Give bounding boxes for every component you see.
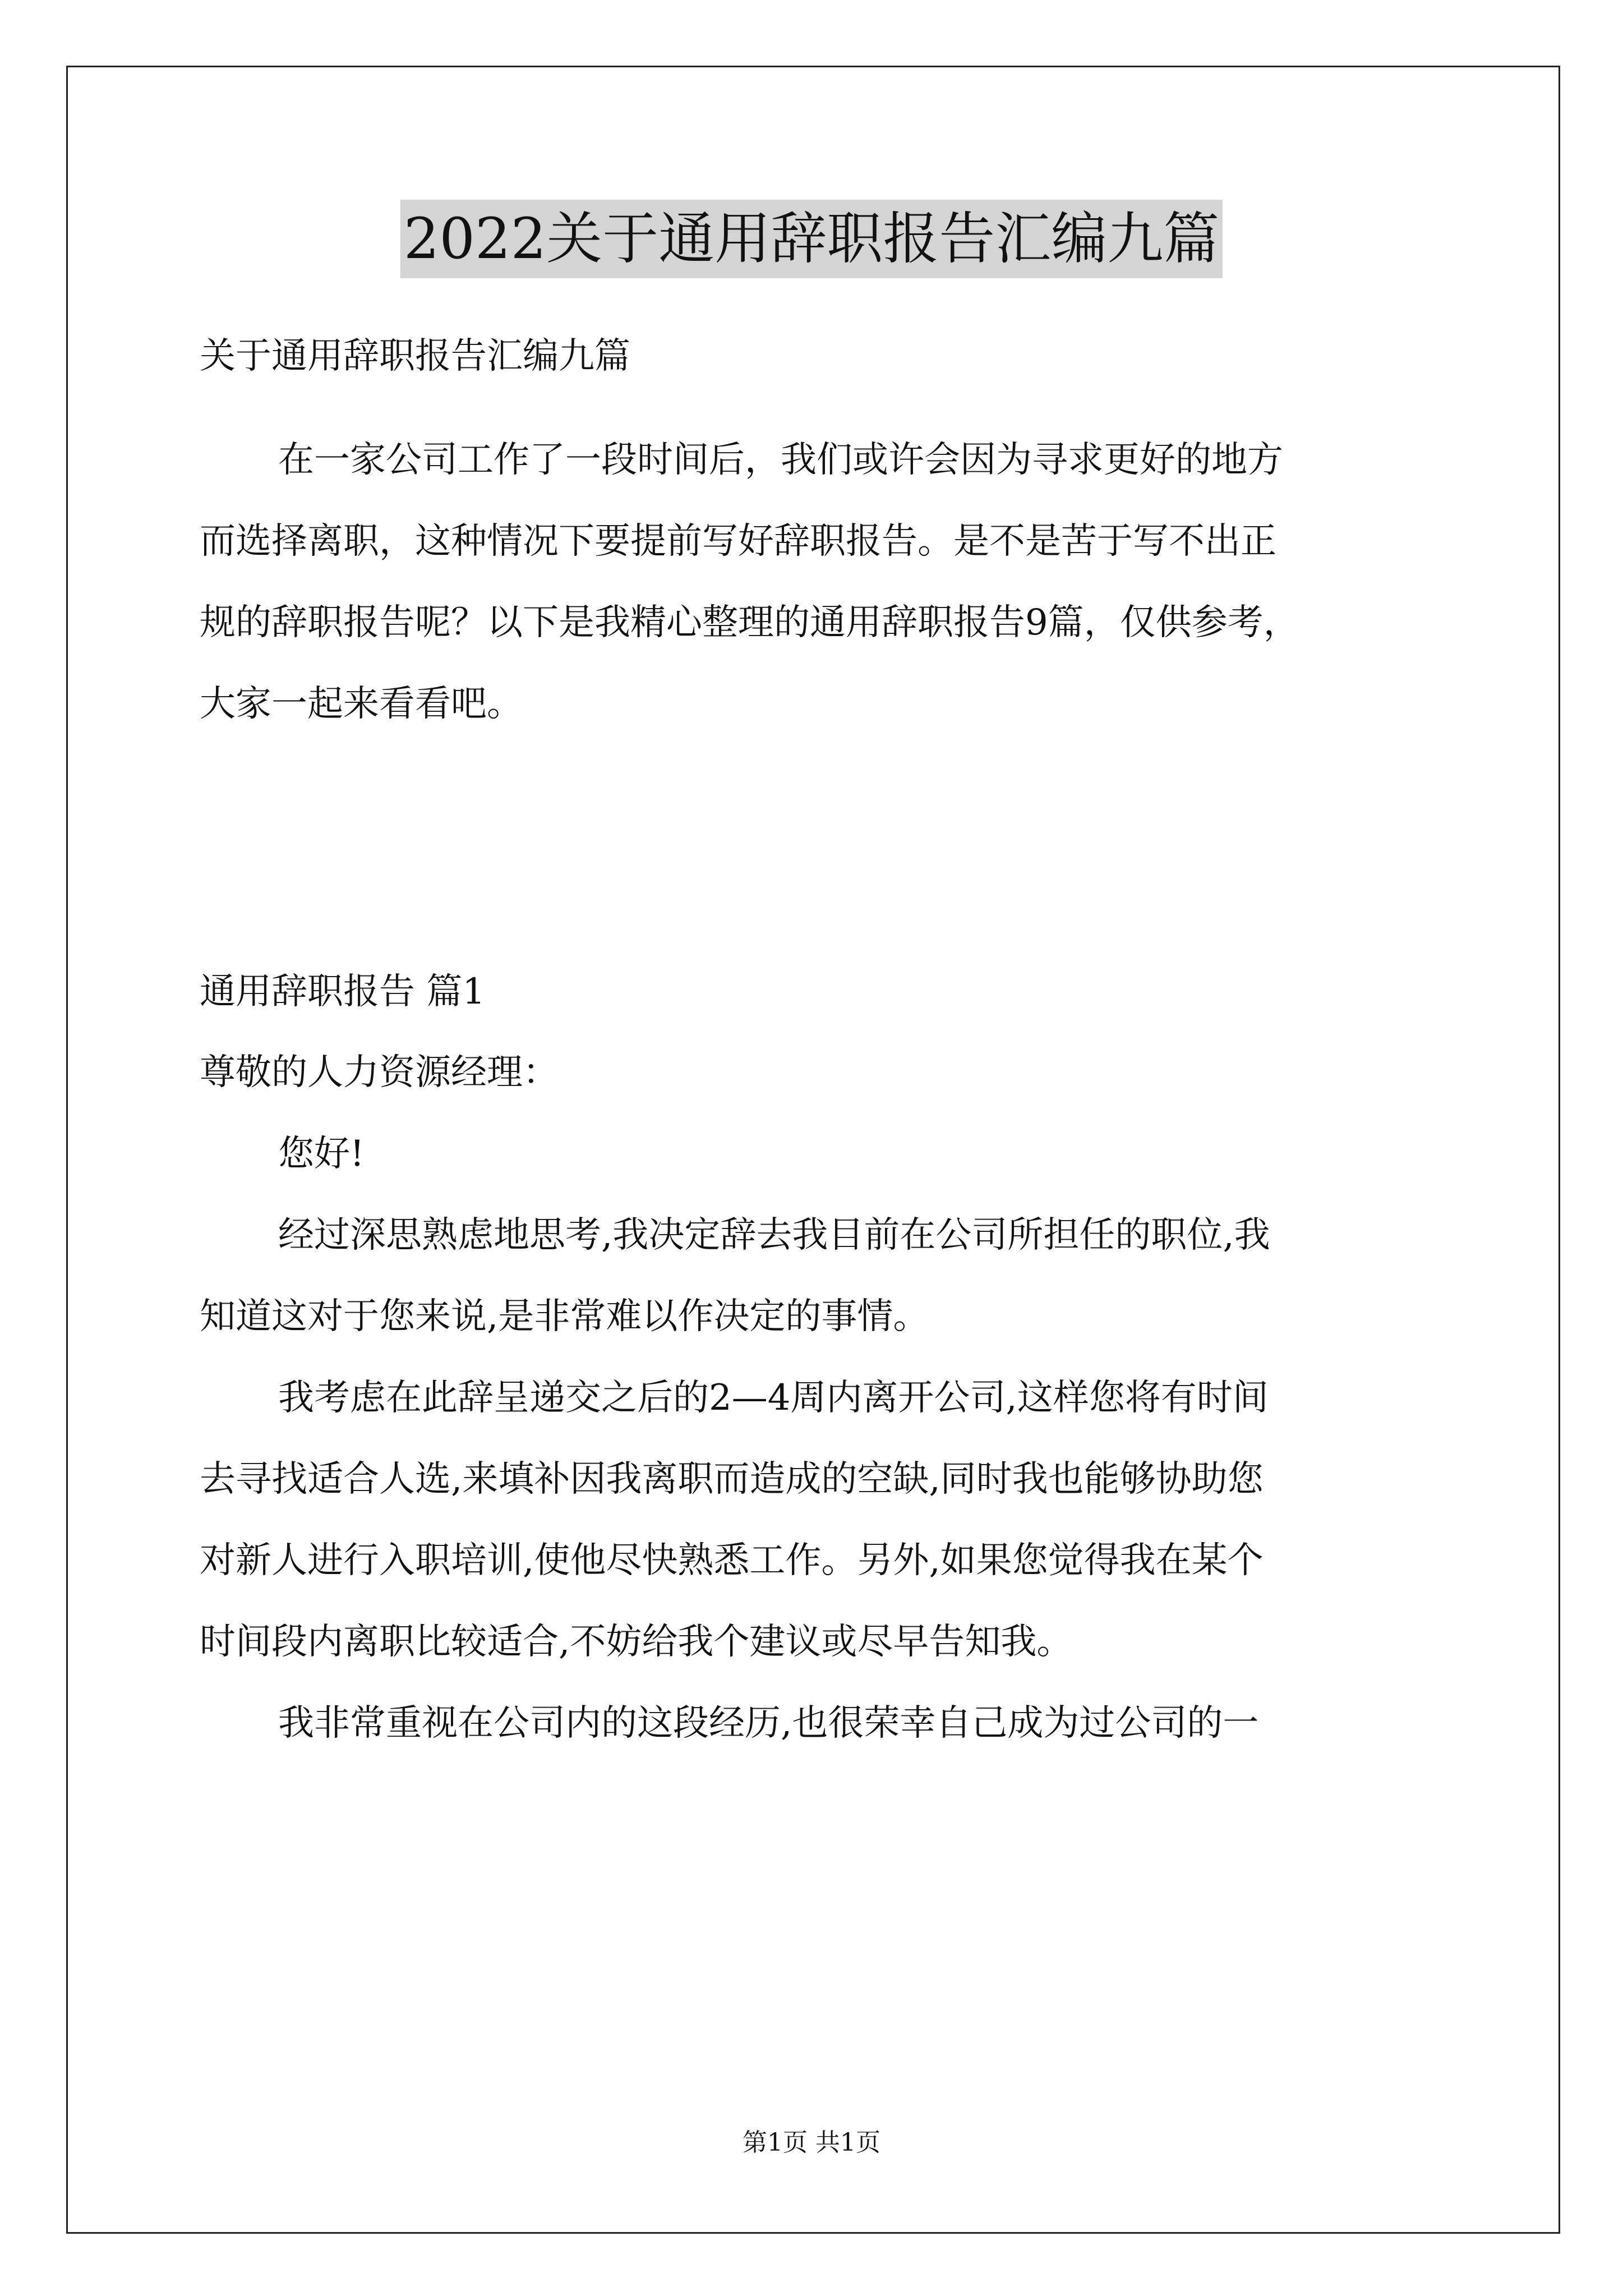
- greeting: 您好!: [278, 1133, 365, 1175]
- section-heading: 通用辞职报告 篇1: [200, 971, 486, 1013]
- intro-line-4: 大家一起来看看吧。: [200, 683, 523, 725]
- page-footer: 第1页 共1页: [743, 2128, 880, 2157]
- body-line-4: 去寻找适合人选,来填补因我离职而造成的空缺,同时我也能够协助您: [200, 1458, 1264, 1500]
- document-title: 2022关于通用辞职报告汇编九篇: [400, 200, 1223, 278]
- body-line-6: 时间段内离职比较适合,不妨给我个建议或尽早告知我。: [200, 1621, 1073, 1663]
- body-line-1: 经过深思熟虑地思考,我决定辞去我目前在公司所担任的职位,我: [278, 1214, 1270, 1256]
- salutation: 尊敬的人力资源经理：: [200, 1052, 559, 1093]
- body-line-5: 对新人进行入职培训,使他尽快熟悉工作。另外,如果您觉得我在某个: [200, 1540, 1264, 1581]
- body-line-2: 知道这对于您来说,是非常难以作决定的事情。: [200, 1296, 929, 1337]
- intro-line-1: 在一家公司工作了一段时间后，我们或许会因为寻求更好的地方: [278, 439, 1283, 481]
- title-container: [0, 200, 1623, 278]
- body-line-7: 我非常重视在公司内的这段经历,也很荣幸自己成为过公司的一: [278, 1703, 1259, 1744]
- body-line-3: 我考虑在此辞呈递交之后的2—4周内离开公司,这样您将有时间: [278, 1377, 1269, 1419]
- document-subtitle: 关于通用辞职报告汇编九篇: [200, 335, 630, 377]
- intro-line-2: 而选择离职，这种情况下要提前写好辞职报告。是不是苦于写不出正: [200, 521, 1276, 562]
- intro-line-3: 规的辞职报告呢？以下是我精心整理的通用辞职报告9篇，仅供参考，: [200, 602, 1299, 643]
